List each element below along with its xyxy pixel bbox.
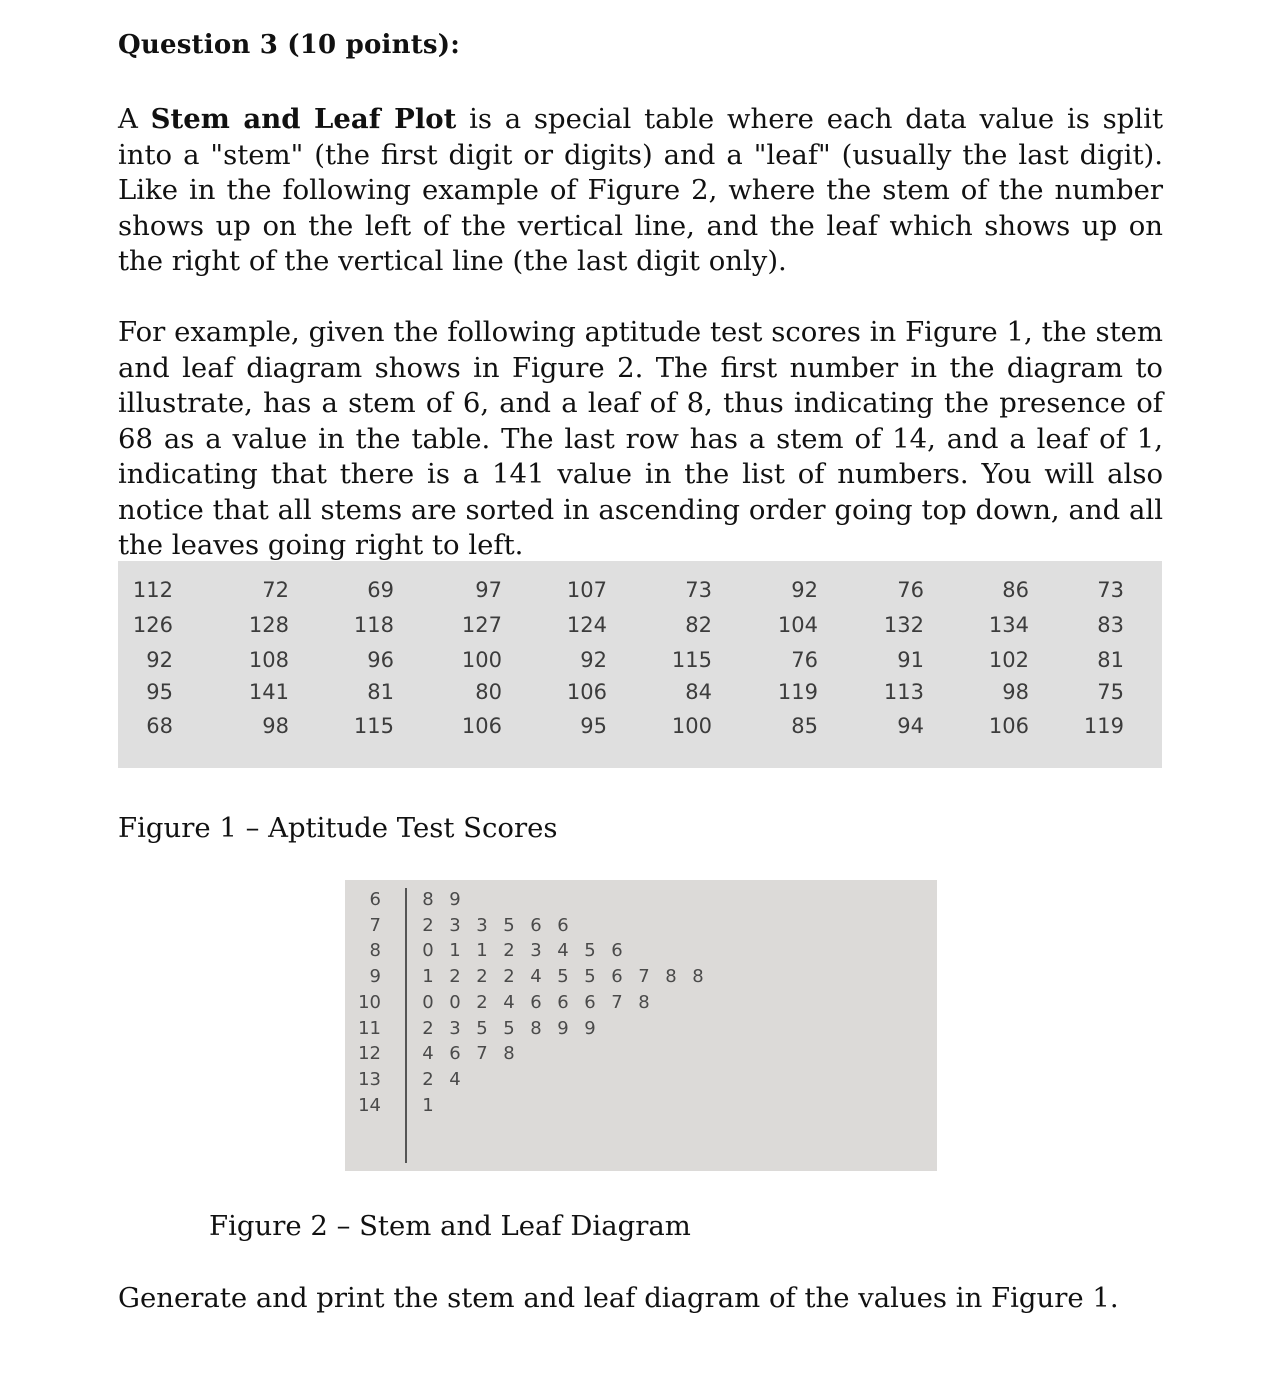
score-cell: 118 — [353, 613, 394, 637]
leaf-value: 2 — [422, 914, 434, 936]
example-paragraph: For example, given the following aptitude test scores in Figure 1, the stem and leaf diagram shows in Figure 2. The first number in the diagram to illustrate, has a stem of 6, and a leaf of 8, thus indicating the presence of 68 as a value in the table. The last row has a stem of 14, and a leaf of 1, indicating that there is a 141 value in the list of numbers. You will also notice that all stems are sorted in ascending order going top down, and all the leaves going right to left. — [118, 316, 1163, 561]
leaf-value: 8 — [422, 889, 434, 910]
leaf-value: 1 — [449, 940, 461, 962]
leaf-value: 6 — [584, 991, 596, 1013]
leaf-value: 3 — [530, 940, 542, 962]
score-cell: 81 — [367, 680, 394, 704]
intro-prefix: A — [118, 103, 151, 135]
leaf-value: 0 — [422, 940, 434, 962]
score-cell: 108 — [248, 648, 289, 672]
score-cell: 104 — [777, 613, 818, 637]
score-cell: 75 — [1097, 680, 1124, 704]
leaf-value: 8 — [665, 966, 677, 988]
leaf-value: 3 — [449, 914, 461, 936]
leaf-value: 3 — [449, 1017, 461, 1039]
score-cell: 124 — [566, 613, 607, 637]
leaf-value: 1 — [476, 940, 488, 962]
intro-paragraph — [118, 102, 1163, 280]
score-cell: 94 — [897, 714, 924, 738]
stem-value: 8 — [369, 940, 381, 962]
score-cell: 97 — [475, 578, 502, 602]
leaf-value: 6 — [530, 991, 542, 1013]
leaf-value: 9 — [557, 1017, 569, 1039]
leaf-value: 6 — [557, 914, 569, 936]
score-cell: 128 — [248, 613, 289, 637]
score-cell: 92 — [791, 578, 818, 602]
leaf-value: 6 — [611, 940, 623, 962]
leaf-value: 6 — [449, 1043, 461, 1065]
leaf-value: 8 — [638, 991, 650, 1013]
score-cell: 107 — [566, 578, 607, 602]
score-cell: 73 — [1097, 578, 1124, 602]
leaf-value: 4 — [530, 966, 542, 988]
score-cell: 86 — [1002, 578, 1029, 602]
score-cell: 80 — [475, 680, 502, 704]
stem-value: 12 — [358, 1043, 381, 1065]
score-cell: 81 — [1097, 648, 1124, 672]
leaf-value: 0 — [449, 991, 461, 1013]
score-cell: 95 — [580, 714, 607, 738]
leaf-value: 6 — [557, 991, 569, 1013]
score-cell: 115 — [353, 714, 394, 738]
score-cell: 95 — [146, 680, 173, 704]
score-cell: 127 — [461, 613, 502, 637]
final-instruction: Generate and print the stem and leaf diagram of the values in Figure 1. — [118, 1282, 1119, 1314]
leaf-value: 5 — [503, 914, 515, 936]
aptitude-scores-table — [118, 561, 1162, 768]
leaf-value: 9 — [449, 889, 461, 910]
leaf-value: 5 — [476, 1017, 488, 1039]
score-cell: 83 — [1097, 613, 1124, 637]
leaf-value: 4 — [422, 1043, 434, 1065]
leaf-value: 8 — [530, 1017, 542, 1039]
score-cell: 100 — [461, 648, 502, 672]
score-cell: 68 — [146, 714, 173, 738]
score-cell: 106 — [566, 680, 607, 704]
score-cell: 134 — [988, 613, 1029, 637]
question-title: Question 3 (10 points): — [118, 30, 461, 60]
score-cell: 119 — [777, 680, 818, 704]
score-cell: 76 — [897, 578, 924, 602]
stem-value: 7 — [369, 914, 381, 936]
leaf-value: 2 — [503, 940, 515, 962]
figure1-caption: Figure 1 – Aptitude Test Scores — [118, 812, 558, 844]
score-cell: 119 — [1083, 714, 1124, 738]
score-cell: 91 — [897, 648, 924, 672]
leaf-value: 2 — [422, 1068, 434, 1090]
score-cell: 84 — [685, 680, 712, 704]
score-cell: 69 — [367, 578, 394, 602]
score-cell: 76 — [791, 648, 818, 672]
score-cell: 112 — [132, 578, 173, 602]
score-cell: 72 — [262, 578, 289, 602]
leaf-value: 6 — [530, 914, 542, 936]
score-cell: 98 — [1002, 680, 1029, 704]
stem-divider-line — [405, 888, 407, 1163]
leaf-value: 2 — [449, 966, 461, 988]
score-cell: 141 — [248, 680, 289, 704]
leaf-value: 7 — [611, 991, 623, 1013]
leaf-value: 2 — [476, 966, 488, 988]
stem-value: 6 — [369, 889, 381, 910]
leaf-value: 0 — [422, 991, 434, 1013]
score-cell: 102 — [988, 648, 1029, 672]
score-cell: 126 — [132, 613, 173, 637]
leaf-value: 8 — [692, 966, 704, 988]
score-cell: 100 — [671, 714, 712, 738]
leaf-value: 6 — [611, 966, 623, 988]
score-cell: 73 — [685, 578, 712, 602]
stem-value: 9 — [369, 966, 381, 988]
score-cell: 132 — [883, 613, 924, 637]
leaf-value: 2 — [503, 966, 515, 988]
leaf-value: 5 — [503, 1017, 515, 1039]
score-cell: 96 — [367, 648, 394, 672]
score-cell: 85 — [791, 714, 818, 738]
score-cell: 106 — [988, 714, 1029, 738]
leaf-value: 5 — [584, 966, 596, 988]
leaf-value: 5 — [584, 940, 596, 962]
leaf-value: 7 — [476, 1043, 488, 1065]
stem-value: 11 — [358, 1017, 381, 1039]
leaf-value: 9 — [584, 1017, 596, 1039]
leaf-value: 7 — [638, 966, 650, 988]
figure2-caption: Figure 2 – Stem and Leaf Diagram — [209, 1210, 691, 1242]
score-cell: 92 — [580, 648, 607, 672]
leaf-value: 4 — [557, 940, 569, 962]
score-cell: 82 — [685, 613, 712, 637]
leaf-value: 4 — [449, 1068, 461, 1090]
stem-value: 14 — [358, 1094, 381, 1116]
stem-leaf-diagram — [345, 880, 937, 1171]
intro-bold-term: Stem and Leaf Plot — [150, 103, 457, 135]
score-cell: 98 — [262, 714, 289, 738]
leaf-value: 3 — [476, 914, 488, 936]
leaf-value: 4 — [503, 991, 515, 1013]
leaf-value: 1 — [422, 1094, 434, 1116]
leaf-value: 2 — [422, 1017, 434, 1039]
stem-value: 13 — [358, 1068, 381, 1090]
leaf-value: 5 — [557, 966, 569, 988]
score-cell: 115 — [671, 648, 712, 672]
score-cell: 106 — [461, 714, 502, 738]
leaf-value: 8 — [503, 1043, 515, 1065]
score-cell: 113 — [883, 680, 924, 704]
intro-rest: is a special table where each data value is split into a "stem" (the first digit or digits) and a "leaf" (usually the last digit). Like in the following example of Figure 2, where the stem of the number shows up on the left of the vertical line, and the leaf which shows up on the right of the vertical line (the last digit only). — [118, 103, 1163, 277]
stem-value: 10 — [358, 991, 381, 1013]
score-cell: 92 — [146, 648, 173, 672]
leaf-value: 1 — [422, 966, 434, 988]
leaf-value: 2 — [476, 991, 488, 1013]
